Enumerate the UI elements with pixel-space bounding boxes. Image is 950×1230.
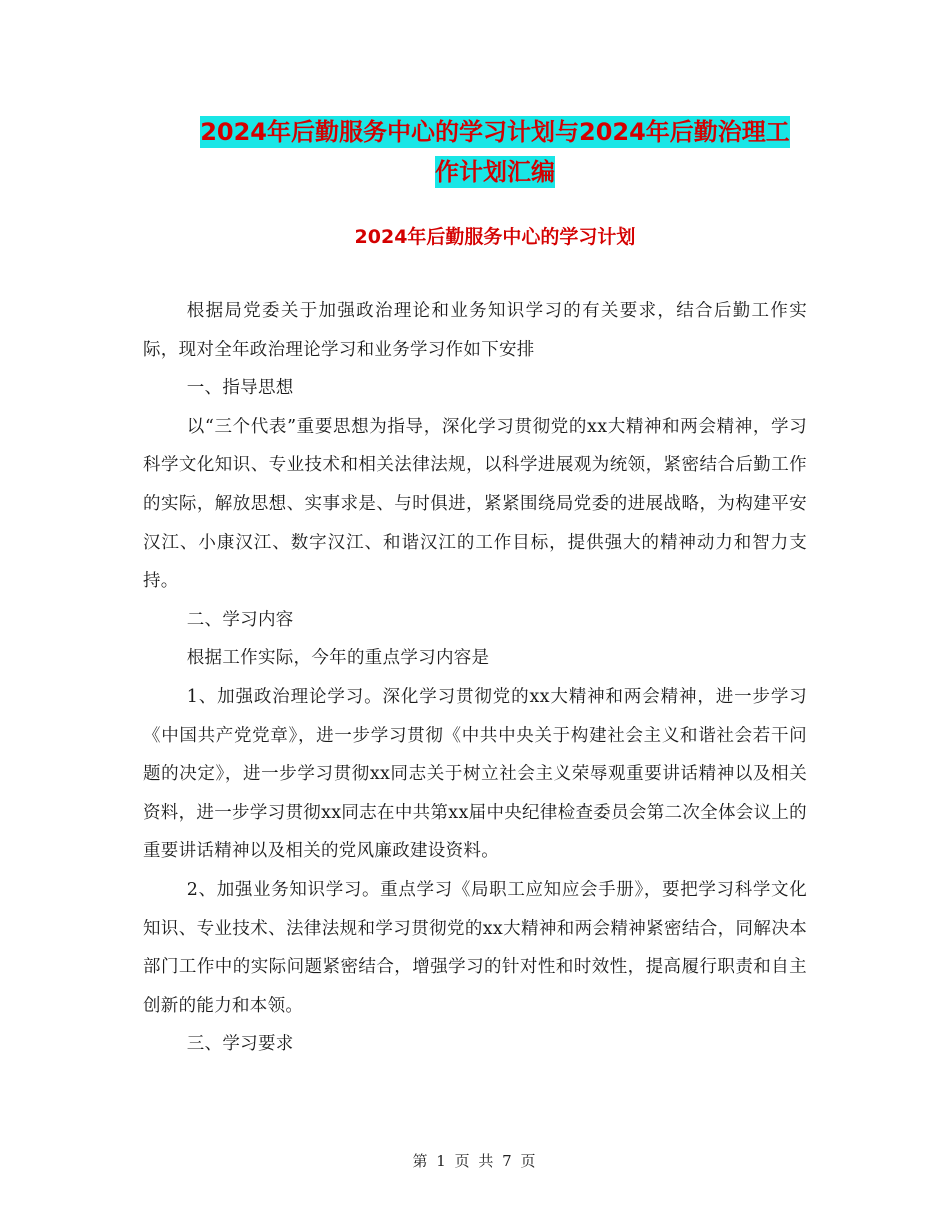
paragraph-intro: 根据局党委关于加强政治理论和业务知识学习的有关要求，结合后勤工作实际，现对全年政治理论学习和业务学习作如下安排 bbox=[143, 301, 807, 360]
document-title bbox=[140, 112, 850, 192]
paragraph-political-theory: 1、加强政治理论学习。深化学习贯彻党的xx大精神和两会精神，进一步学习《中国共产党党章》，进一步学习贯彻《中共中央关于构建社会主义和谐社会若干问题的决定》，进一步学习贯彻xx同志关于树立社会主义荣辱观重要讲话精神以及相关资料，进一步学习贯彻xx同志在中共第xx届中央纪律检查委员会第二次全体会议上的重要讲话精神以及相关的党风廉政建设资料。 bbox=[143, 686, 807, 862]
section-title: 2024年后勤服务中心的学习计划 bbox=[354, 226, 636, 248]
body-text bbox=[143, 292, 807, 1064]
document-title-line-2: 作计划汇编 bbox=[435, 158, 555, 186]
paragraph-guiding-ideology: 以“三个代表”重要思想为指导，深化学习贯彻党的xx大精神和两会精神，学习科学文化知识、专业技术和相关法律法规，以科学进展观为统领，紧密结合后勤工作的实际，解放思想、实事求是、与时俱进，紧紧围绕局党委的进展战略，为构建平安汉江、小康汉江、数字汉江、和谐汉江的工作目标，提供强大的精神动力和智力支持。 bbox=[143, 416, 807, 592]
heading-study-requirements: 三、学习要求 bbox=[186, 1034, 294, 1055]
heading-guiding-ideology: 一、指导思想 bbox=[186, 378, 294, 399]
heading-study-content: 二、学习内容 bbox=[186, 609, 294, 630]
document-title-line-1: 2024年后勤服务中心的学习计划与2024年后勤治理工 bbox=[200, 118, 790, 146]
paragraph-study-content-intro: 根据工作实际，今年的重点学习内容是 bbox=[186, 648, 490, 669]
paragraph-business-knowledge: 2、加强业务知识学习。重点学习《局职工应知应会手册》，要把学习科学文化知识、专业技术、法律法规和学习贯彻党的xx大精神和两会精神紧密结合，同解决本部门工作中的实际问题紧密结合，增强学习的针对性和时效性，提高履行职责和自主创新的能力和本领。 bbox=[143, 879, 807, 1016]
page-footer: 第 1 页 共 7 页 bbox=[412, 1152, 538, 1170]
